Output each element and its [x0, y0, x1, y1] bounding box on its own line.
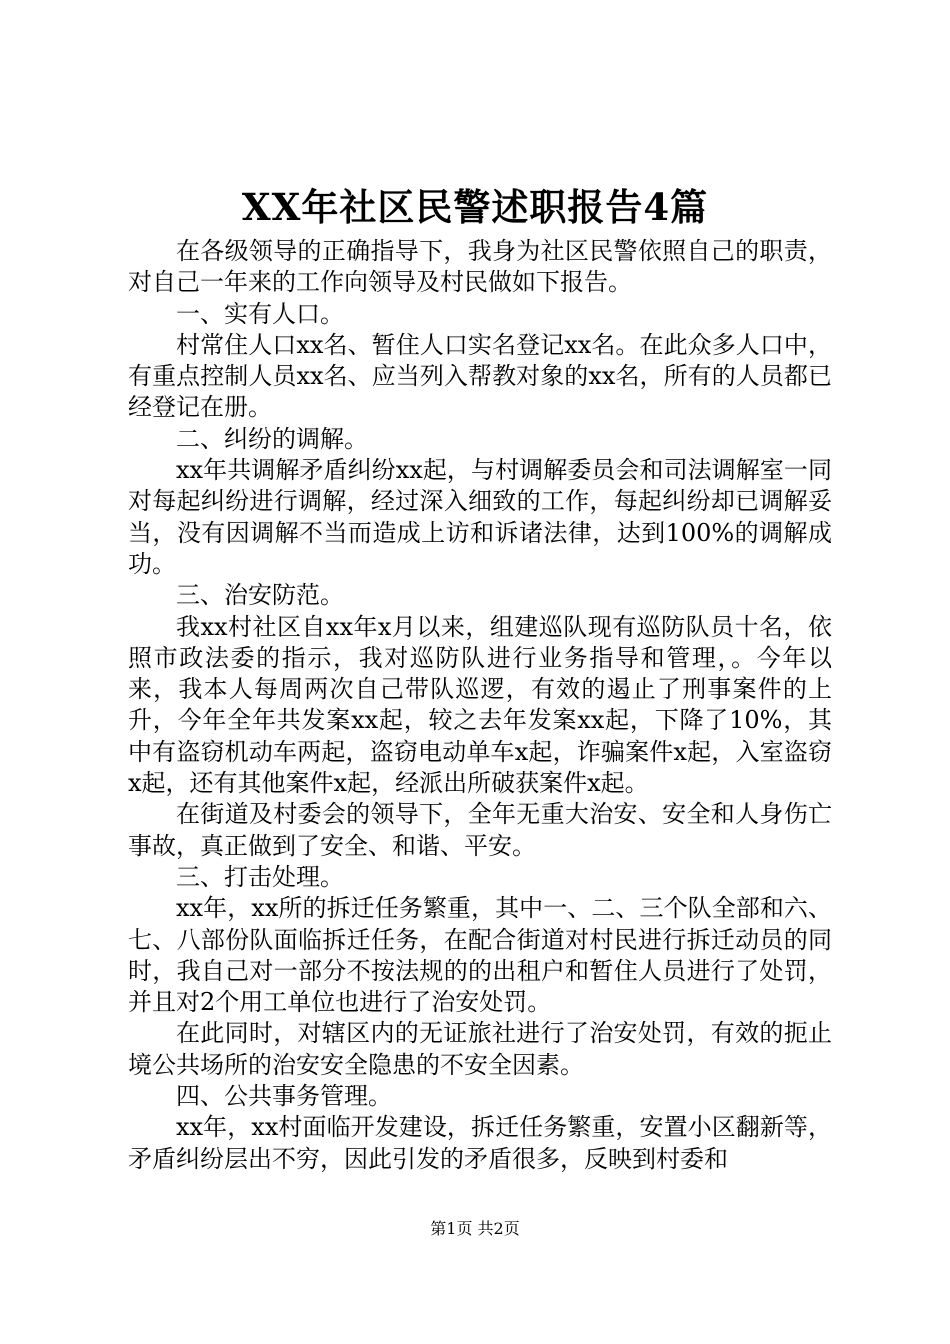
paragraph-mediation: xx年共调解矛盾纠纷xx起，与村调解委员会和司法调解室一同对每起纠纷进行调解，经过深入细致的工作，每起纠纷却已调解妥当，没有因调解不当而造成上访和诉诸法律，达到100%的调解成功。 [128, 456, 832, 578]
section-heading-public-affairs: 四、公共事务管理。 [176, 1082, 392, 1111]
document-body [128, 236, 832, 1175]
section-heading-enforcement: 三、打击处理。 [176, 862, 344, 891]
paragraph-intro: 在各级领导的正确指导下，我身为社区民警依照自己的职责，对自己一年来的工作向领导及村民做如下报告。 [128, 237, 832, 297]
paragraph-safety: 在街道及村委会的领导下，全年无重大治安、安全和人身伤亡事故，真正做到了安全、和谐、平安。 [128, 800, 832, 860]
section-heading-mediation: 二、纠纷的调解。 [176, 424, 368, 453]
section-heading-population: 一、实有人口。 [176, 299, 344, 328]
section-heading-security: 三、治安防范。 [176, 581, 344, 610]
paragraph-security: 我xx村社区自xx年x月以来，组建巡队现有巡防队员十名，依照市政法委的指示，我对巡防队进行业务指导和管理，。今年以来，我本人每周两次自己带队巡逻，有效的遏止了刑事案件的上升，今年全年共发案xx起，较之去年发案xx起，下降了10%，其中有盗窃机动车两起，盗窃电动单车x起，诈骗案件x起，入室盗窃x起，还有其他案件x起，经派出所破获案件x起。 [128, 612, 832, 798]
document-title: XX年社区民警述职报告4篇 [241, 185, 709, 229]
paragraph-hostels: 在此同时，对辖区内的无证旅社进行了治安处罚，有效的扼止境公共场所的治安安全隐患的不安全因素。 [128, 1019, 832, 1079]
paragraph-public-affairs: xx年，xx村面临开发建设，拆迁任务繁重，安置小区翻新等，矛盾纠纷层出不穷，因此引发的矛盾很多，反映到村委和 [128, 1113, 832, 1173]
paragraph-enforcement: xx年，xx所的拆迁任务繁重，其中一、二、三个队全部和六、七、八部份队面临拆迁任务，在配合街道对村民进行拆迁动员的同时，我自己对一部分不按法规的的出租户和暂住人员进行了处罚，并且对2个用工单位也进行了治安处罚。 [128, 894, 832, 1017]
paragraph-population: 村常住人口xx名、暂住人口实名登记xx名。在此众多人口中，有重点控制人员xx名、应当列入帮教对象的xx名，所有的人员都已经登记在册。 [128, 330, 832, 422]
page-number-footer: 第1页 共2页 [430, 1219, 520, 1238]
